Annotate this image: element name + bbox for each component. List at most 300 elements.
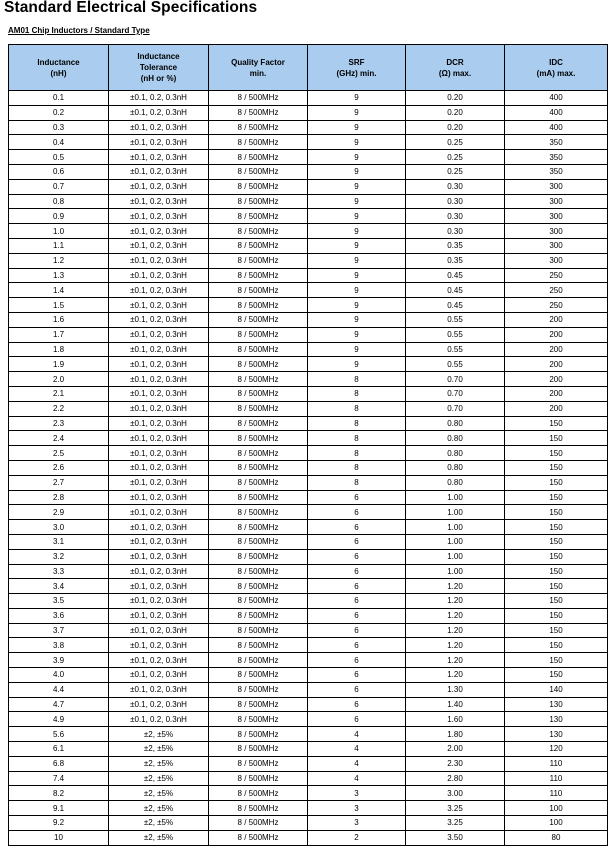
cell-inductance: 2.1 xyxy=(9,386,109,401)
table-row xyxy=(9,771,608,786)
table-row xyxy=(9,357,608,372)
cell-tolerance: ±0.1, 0.2, 0.3nH xyxy=(109,712,209,727)
table-row xyxy=(9,209,608,224)
cell-dcr: 0.70 xyxy=(406,401,505,416)
cell-idc: 400 xyxy=(505,120,608,135)
cell-inductance: 5.6 xyxy=(9,727,109,742)
cell-quality-factor: 8 / 500MHz xyxy=(209,312,308,327)
cell-quality-factor: 8 / 500MHz xyxy=(209,268,308,283)
cell-dcr: 1.00 xyxy=(406,490,505,505)
table-row xyxy=(9,712,608,727)
cell-dcr: 0.20 xyxy=(406,120,505,135)
cell-idc: 250 xyxy=(505,298,608,313)
cell-srf: 8 xyxy=(308,416,406,431)
cell-quality-factor: 8 / 500MHz xyxy=(209,771,308,786)
table-row xyxy=(9,460,608,475)
cell-quality-factor: 8 / 500MHz xyxy=(209,135,308,150)
cell-idc: 300 xyxy=(505,224,608,239)
table-row xyxy=(9,105,608,120)
cell-srf: 9 xyxy=(308,135,406,150)
cell-quality-factor: 8 / 500MHz xyxy=(209,830,308,845)
cell-quality-factor: 8 / 500MHz xyxy=(209,534,308,549)
cell-idc: 300 xyxy=(505,238,608,253)
cell-tolerance: ±0.1, 0.2, 0.3nH xyxy=(109,372,209,387)
cell-tolerance: ±0.1, 0.2, 0.3nH xyxy=(109,431,209,446)
cell-idc: 300 xyxy=(505,194,608,209)
cell-quality-factor: 8 / 500MHz xyxy=(209,816,308,831)
cell-quality-factor: 8 / 500MHz xyxy=(209,342,308,357)
table-row xyxy=(9,520,608,535)
cell-idc: 150 xyxy=(505,431,608,446)
cell-tolerance: ±0.1, 0.2, 0.3nH xyxy=(109,298,209,313)
cell-quality-factor: 8 / 500MHz xyxy=(209,327,308,342)
cell-idc: 150 xyxy=(505,490,608,505)
table-row xyxy=(9,505,608,520)
table-row xyxy=(9,431,608,446)
table-row xyxy=(9,742,608,757)
cell-dcr: 0.70 xyxy=(406,386,505,401)
cell-dcr: 0.20 xyxy=(406,91,505,106)
cell-idc: 150 xyxy=(505,416,608,431)
table-row xyxy=(9,179,608,194)
cell-srf: 9 xyxy=(308,312,406,327)
cell-inductance: 7.4 xyxy=(9,771,109,786)
cell-quality-factor: 8 / 500MHz xyxy=(209,238,308,253)
table-row xyxy=(9,312,608,327)
table-row xyxy=(9,253,608,268)
cell-inductance: 0.3 xyxy=(9,120,109,135)
cell-idc: 200 xyxy=(505,312,608,327)
cell-quality-factor: 8 / 500MHz xyxy=(209,697,308,712)
cell-tolerance: ±2, ±5% xyxy=(109,786,209,801)
cell-srf: 9 xyxy=(308,120,406,135)
header-line: SRF xyxy=(348,57,365,67)
cell-srf: 6 xyxy=(308,534,406,549)
cell-idc: 150 xyxy=(505,564,608,579)
cell-srf: 6 xyxy=(308,549,406,564)
cell-srf: 9 xyxy=(308,342,406,357)
header-line: (GHz) min. xyxy=(336,68,377,78)
table-row xyxy=(9,830,608,845)
table-row xyxy=(9,579,608,594)
cell-srf: 9 xyxy=(308,224,406,239)
header-line: (nH or %) xyxy=(140,74,177,83)
cell-idc: 300 xyxy=(505,209,608,224)
cell-tolerance: ±0.1, 0.2, 0.3nH xyxy=(109,475,209,490)
cell-dcr: 0.45 xyxy=(406,283,505,298)
cell-tolerance: ±0.1, 0.2, 0.3nH xyxy=(109,564,209,579)
table-row xyxy=(9,268,608,283)
cell-inductance: 0.7 xyxy=(9,179,109,194)
cell-srf: 3 xyxy=(308,816,406,831)
cell-quality-factor: 8 / 500MHz xyxy=(209,416,308,431)
cell-dcr: 3.50 xyxy=(406,830,505,845)
cell-quality-factor: 8 / 500MHz xyxy=(209,608,308,623)
header-line: Quality Factor xyxy=(231,57,285,67)
cell-tolerance: ±0.1, 0.2, 0.3nH xyxy=(109,179,209,194)
cell-tolerance: ±0.1, 0.2, 0.3nH xyxy=(109,608,209,623)
table-row xyxy=(9,298,608,313)
cell-quality-factor: 8 / 500MHz xyxy=(209,431,308,446)
cell-inductance: 3.3 xyxy=(9,564,109,579)
cell-tolerance: ±0.1, 0.2, 0.3nH xyxy=(109,327,209,342)
cell-quality-factor: 8 / 500MHz xyxy=(209,727,308,742)
header-line: Inductance xyxy=(137,52,180,61)
cell-quality-factor: 8 / 500MHz xyxy=(209,742,308,757)
cell-inductance: 4.0 xyxy=(9,668,109,683)
header-line: (Ω) max. xyxy=(438,68,472,78)
cell-srf: 8 xyxy=(308,475,406,490)
cell-srf: 9 xyxy=(308,105,406,120)
cell-idc: 150 xyxy=(505,668,608,683)
cell-quality-factor: 8 / 500MHz xyxy=(209,446,308,461)
cell-quality-factor: 8 / 500MHz xyxy=(209,801,308,816)
cell-idc: 350 xyxy=(505,164,608,179)
cell-srf: 6 xyxy=(308,564,406,579)
cell-dcr: 1.20 xyxy=(406,623,505,638)
header-srf xyxy=(308,45,406,91)
cell-idc: 150 xyxy=(505,549,608,564)
cell-dcr: 0.35 xyxy=(406,238,505,253)
cell-quality-factor: 8 / 500MHz xyxy=(209,224,308,239)
cell-dcr: 1.40 xyxy=(406,697,505,712)
cell-inductance: 3.6 xyxy=(9,608,109,623)
cell-quality-factor: 8 / 500MHz xyxy=(209,682,308,697)
cell-srf: 9 xyxy=(308,209,406,224)
cell-idc: 150 xyxy=(505,653,608,668)
cell-dcr: 1.60 xyxy=(406,712,505,727)
cell-idc: 80 xyxy=(505,830,608,845)
table-row xyxy=(9,534,608,549)
cell-idc: 150 xyxy=(505,475,608,490)
cell-tolerance: ±2, ±5% xyxy=(109,830,209,845)
cell-srf: 9 xyxy=(308,164,406,179)
cell-quality-factor: 8 / 500MHz xyxy=(209,594,308,609)
table-row xyxy=(9,490,608,505)
cell-inductance: 4.4 xyxy=(9,682,109,697)
cell-idc: 200 xyxy=(505,401,608,416)
header-idc xyxy=(505,45,608,91)
cell-dcr: 0.25 xyxy=(406,135,505,150)
cell-srf: 4 xyxy=(308,727,406,742)
cell-idc: 400 xyxy=(505,91,608,106)
cell-tolerance: ±0.1, 0.2, 0.3nH xyxy=(109,150,209,165)
header-line: Inductance xyxy=(37,57,80,67)
cell-inductance: 9.2 xyxy=(9,816,109,831)
cell-tolerance: ±0.1, 0.2, 0.3nH xyxy=(109,594,209,609)
cell-srf: 8 xyxy=(308,386,406,401)
cell-tolerance: ±0.1, 0.2, 0.3nH xyxy=(109,312,209,327)
header-quality-factor xyxy=(209,45,308,91)
cell-dcr: 0.20 xyxy=(406,105,505,120)
cell-dcr: 0.45 xyxy=(406,268,505,283)
cell-tolerance: ±0.1, 0.2, 0.3nH xyxy=(109,460,209,475)
cell-quality-factor: 8 / 500MHz xyxy=(209,549,308,564)
cell-quality-factor: 8 / 500MHz xyxy=(209,283,308,298)
cell-inductance: 3.4 xyxy=(9,579,109,594)
cell-inductance: 6.8 xyxy=(9,756,109,771)
cell-idc: 150 xyxy=(505,608,608,623)
cell-tolerance: ±0.1, 0.2, 0.3nH xyxy=(109,209,209,224)
cell-quality-factor: 8 / 500MHz xyxy=(209,179,308,194)
cell-srf: 6 xyxy=(308,608,406,623)
cell-idc: 150 xyxy=(505,579,608,594)
cell-inductance: 4.7 xyxy=(9,697,109,712)
cell-inductance: 1.9 xyxy=(9,357,109,372)
cell-quality-factor: 8 / 500MHz xyxy=(209,194,308,209)
cell-idc: 350 xyxy=(505,135,608,150)
cell-tolerance: ±0.1, 0.2, 0.3nH xyxy=(109,549,209,564)
table-row xyxy=(9,342,608,357)
table-row xyxy=(9,594,608,609)
cell-srf: 6 xyxy=(308,490,406,505)
table-row xyxy=(9,135,608,150)
table-header-row xyxy=(9,45,608,91)
cell-tolerance: ±0.1, 0.2, 0.3nH xyxy=(109,268,209,283)
cell-quality-factor: 8 / 500MHz xyxy=(209,505,308,520)
cell-idc: 200 xyxy=(505,357,608,372)
cell-dcr: 3.25 xyxy=(406,801,505,816)
cell-dcr: 0.55 xyxy=(406,327,505,342)
cell-srf: 9 xyxy=(308,357,406,372)
cell-tolerance: ±0.1, 0.2, 0.3nH xyxy=(109,682,209,697)
cell-idc: 150 xyxy=(505,534,608,549)
cell-quality-factor: 8 / 500MHz xyxy=(209,298,308,313)
cell-dcr: 0.30 xyxy=(406,224,505,239)
cell-dcr: 0.80 xyxy=(406,416,505,431)
cell-dcr: 0.55 xyxy=(406,312,505,327)
cell-tolerance: ±2, ±5% xyxy=(109,771,209,786)
cell-srf: 6 xyxy=(308,520,406,535)
cell-inductance: 3.1 xyxy=(9,534,109,549)
cell-dcr: 1.20 xyxy=(406,653,505,668)
cell-idc: 140 xyxy=(505,682,608,697)
cell-srf: 6 xyxy=(308,697,406,712)
cell-tolerance: ±2, ±5% xyxy=(109,756,209,771)
cell-srf: 6 xyxy=(308,712,406,727)
table-row xyxy=(9,756,608,771)
cell-idc: 250 xyxy=(505,268,608,283)
cell-dcr: 1.80 xyxy=(406,727,505,742)
table-row xyxy=(9,697,608,712)
cell-inductance: 0.6 xyxy=(9,164,109,179)
cell-srf: 4 xyxy=(308,742,406,757)
cell-quality-factor: 8 / 500MHz xyxy=(209,490,308,505)
cell-tolerance: ±0.1, 0.2, 0.3nH xyxy=(109,194,209,209)
cell-srf: 8 xyxy=(308,431,406,446)
cell-idc: 150 xyxy=(505,594,608,609)
cell-tolerance: ±2, ±5% xyxy=(109,742,209,757)
table-row xyxy=(9,120,608,135)
table-row xyxy=(9,386,608,401)
cell-dcr: 0.45 xyxy=(406,298,505,313)
cell-srf: 9 xyxy=(308,283,406,298)
cell-idc: 200 xyxy=(505,342,608,357)
table-row xyxy=(9,786,608,801)
cell-tolerance: ±0.1, 0.2, 0.3nH xyxy=(109,623,209,638)
cell-quality-factor: 8 / 500MHz xyxy=(209,91,308,106)
cell-inductance: 3.7 xyxy=(9,623,109,638)
cell-inductance: 2.9 xyxy=(9,505,109,520)
cell-inductance: 1.6 xyxy=(9,312,109,327)
cell-quality-factor: 8 / 500MHz xyxy=(209,253,308,268)
cell-srf: 3 xyxy=(308,801,406,816)
cell-srf: 8 xyxy=(308,401,406,416)
cell-dcr: 1.30 xyxy=(406,682,505,697)
cell-tolerance: ±0.1, 0.2, 0.3nH xyxy=(109,638,209,653)
cell-idc: 150 xyxy=(505,460,608,475)
table-row xyxy=(9,801,608,816)
cell-quality-factor: 8 / 500MHz xyxy=(209,653,308,668)
cell-inductance: 6.1 xyxy=(9,742,109,757)
cell-dcr: 1.00 xyxy=(406,564,505,579)
table-row xyxy=(9,638,608,653)
cell-inductance: 0.9 xyxy=(9,209,109,224)
cell-tolerance: ±0.1, 0.2, 0.3nH xyxy=(109,668,209,683)
cell-quality-factor: 8 / 500MHz xyxy=(209,386,308,401)
cell-srf: 6 xyxy=(308,668,406,683)
cell-quality-factor: 8 / 500MHz xyxy=(209,668,308,683)
cell-idc: 150 xyxy=(505,623,608,638)
table-row xyxy=(9,623,608,638)
cell-srf: 2 xyxy=(308,830,406,845)
cell-idc: 130 xyxy=(505,712,608,727)
cell-tolerance: ±0.1, 0.2, 0.3nH xyxy=(109,91,209,106)
cell-tolerance: ±0.1, 0.2, 0.3nH xyxy=(109,224,209,239)
cell-quality-factor: 8 / 500MHz xyxy=(209,372,308,387)
cell-tolerance: ±0.1, 0.2, 0.3nH xyxy=(109,105,209,120)
cell-idc: 100 xyxy=(505,816,608,831)
header-line: (mA) max. xyxy=(536,68,576,78)
cell-inductance: 3.5 xyxy=(9,594,109,609)
cell-srf: 9 xyxy=(308,179,406,194)
cell-tolerance: ±0.1, 0.2, 0.3nH xyxy=(109,283,209,298)
cell-dcr: 0.80 xyxy=(406,475,505,490)
cell-inductance: 1.3 xyxy=(9,268,109,283)
cell-inductance: 1.5 xyxy=(9,298,109,313)
cell-idc: 150 xyxy=(505,638,608,653)
cell-inductance: 9.1 xyxy=(9,801,109,816)
cell-idc: 150 xyxy=(505,446,608,461)
header-line: Tolerance xyxy=(139,63,178,72)
cell-srf: 9 xyxy=(308,327,406,342)
cell-quality-factor: 8 / 500MHz xyxy=(209,786,308,801)
cell-srf: 8 xyxy=(308,446,406,461)
cell-tolerance: ±0.1, 0.2, 0.3nH xyxy=(109,490,209,505)
header-line: IDC xyxy=(549,57,563,67)
spec-table xyxy=(8,44,608,846)
cell-tolerance: ±0.1, 0.2, 0.3nH xyxy=(109,253,209,268)
cell-idc: 100 xyxy=(505,801,608,816)
cell-inductance: 1.2 xyxy=(9,253,109,268)
cell-idc: 110 xyxy=(505,771,608,786)
cell-quality-factor: 8 / 500MHz xyxy=(209,756,308,771)
cell-dcr: 0.30 xyxy=(406,179,505,194)
table-row xyxy=(9,682,608,697)
cell-inductance: 0.5 xyxy=(9,150,109,165)
cell-dcr: 3.00 xyxy=(406,786,505,801)
cell-inductance: 2.5 xyxy=(9,446,109,461)
cell-inductance: 2.6 xyxy=(9,460,109,475)
cell-inductance: 3.2 xyxy=(9,549,109,564)
cell-dcr: 0.70 xyxy=(406,372,505,387)
cell-dcr: 2.30 xyxy=(406,756,505,771)
table-row xyxy=(9,446,608,461)
cell-srf: 8 xyxy=(308,460,406,475)
cell-inductance: 2.7 xyxy=(9,475,109,490)
cell-dcr: 2.80 xyxy=(406,771,505,786)
cell-dcr: 1.20 xyxy=(406,638,505,653)
cell-dcr: 1.00 xyxy=(406,520,505,535)
table-row xyxy=(9,150,608,165)
cell-tolerance: ±0.1, 0.2, 0.3nH xyxy=(109,534,209,549)
cell-idc: 110 xyxy=(505,786,608,801)
cell-inductance: 3.0 xyxy=(9,520,109,535)
cell-idc: 200 xyxy=(505,372,608,387)
cell-tolerance: ±0.1, 0.2, 0.3nH xyxy=(109,416,209,431)
cell-inductance: 0.1 xyxy=(9,91,109,106)
table-row xyxy=(9,416,608,431)
cell-dcr: 0.55 xyxy=(406,357,505,372)
cell-idc: 130 xyxy=(505,727,608,742)
cell-tolerance: ±0.1, 0.2, 0.3nH xyxy=(109,238,209,253)
table-row xyxy=(9,816,608,831)
cell-inductance: 1.7 xyxy=(9,327,109,342)
cell-idc: 200 xyxy=(505,386,608,401)
cell-dcr: 0.30 xyxy=(406,209,505,224)
table-row xyxy=(9,372,608,387)
cell-tolerance: ±0.1, 0.2, 0.3nH xyxy=(109,520,209,535)
cell-quality-factor: 8 / 500MHz xyxy=(209,475,308,490)
cell-inductance: 1.1 xyxy=(9,238,109,253)
cell-idc: 300 xyxy=(505,253,608,268)
cell-quality-factor: 8 / 500MHz xyxy=(209,520,308,535)
table-row xyxy=(9,653,608,668)
cell-srf: 4 xyxy=(308,756,406,771)
cell-dcr: 1.00 xyxy=(406,505,505,520)
cell-tolerance: ±2, ±5% xyxy=(109,727,209,742)
cell-dcr: 3.25 xyxy=(406,816,505,831)
table-subtitle: AM01 Chip Inductors / Standard Type xyxy=(8,26,150,35)
header-dcr xyxy=(406,45,505,91)
cell-srf: 9 xyxy=(308,91,406,106)
table-row xyxy=(9,475,608,490)
table-row xyxy=(9,283,608,298)
cell-dcr: 0.25 xyxy=(406,164,505,179)
header-line: DCR xyxy=(446,57,464,67)
table-row xyxy=(9,564,608,579)
cell-tolerance: ±0.1, 0.2, 0.3nH xyxy=(109,579,209,594)
cell-tolerance: ±0.1, 0.2, 0.3nH xyxy=(109,120,209,135)
header-inductance xyxy=(9,45,109,91)
cell-inductance: 2.2 xyxy=(9,401,109,416)
cell-inductance: 4.9 xyxy=(9,712,109,727)
cell-tolerance: ±0.1, 0.2, 0.3nH xyxy=(109,653,209,668)
cell-dcr: 1.00 xyxy=(406,549,505,564)
cell-srf: 6 xyxy=(308,623,406,638)
cell-srf: 3 xyxy=(308,786,406,801)
table-row xyxy=(9,164,608,179)
cell-dcr: 0.25 xyxy=(406,150,505,165)
cell-tolerance: ±2, ±5% xyxy=(109,816,209,831)
cell-inductance: 2.3 xyxy=(9,416,109,431)
header-line: min. xyxy=(249,68,267,78)
table-row xyxy=(9,608,608,623)
cell-inductance: 0.2 xyxy=(9,105,109,120)
table-row xyxy=(9,238,608,253)
cell-tolerance: ±0.1, 0.2, 0.3nH xyxy=(109,697,209,712)
cell-idc: 350 xyxy=(505,150,608,165)
